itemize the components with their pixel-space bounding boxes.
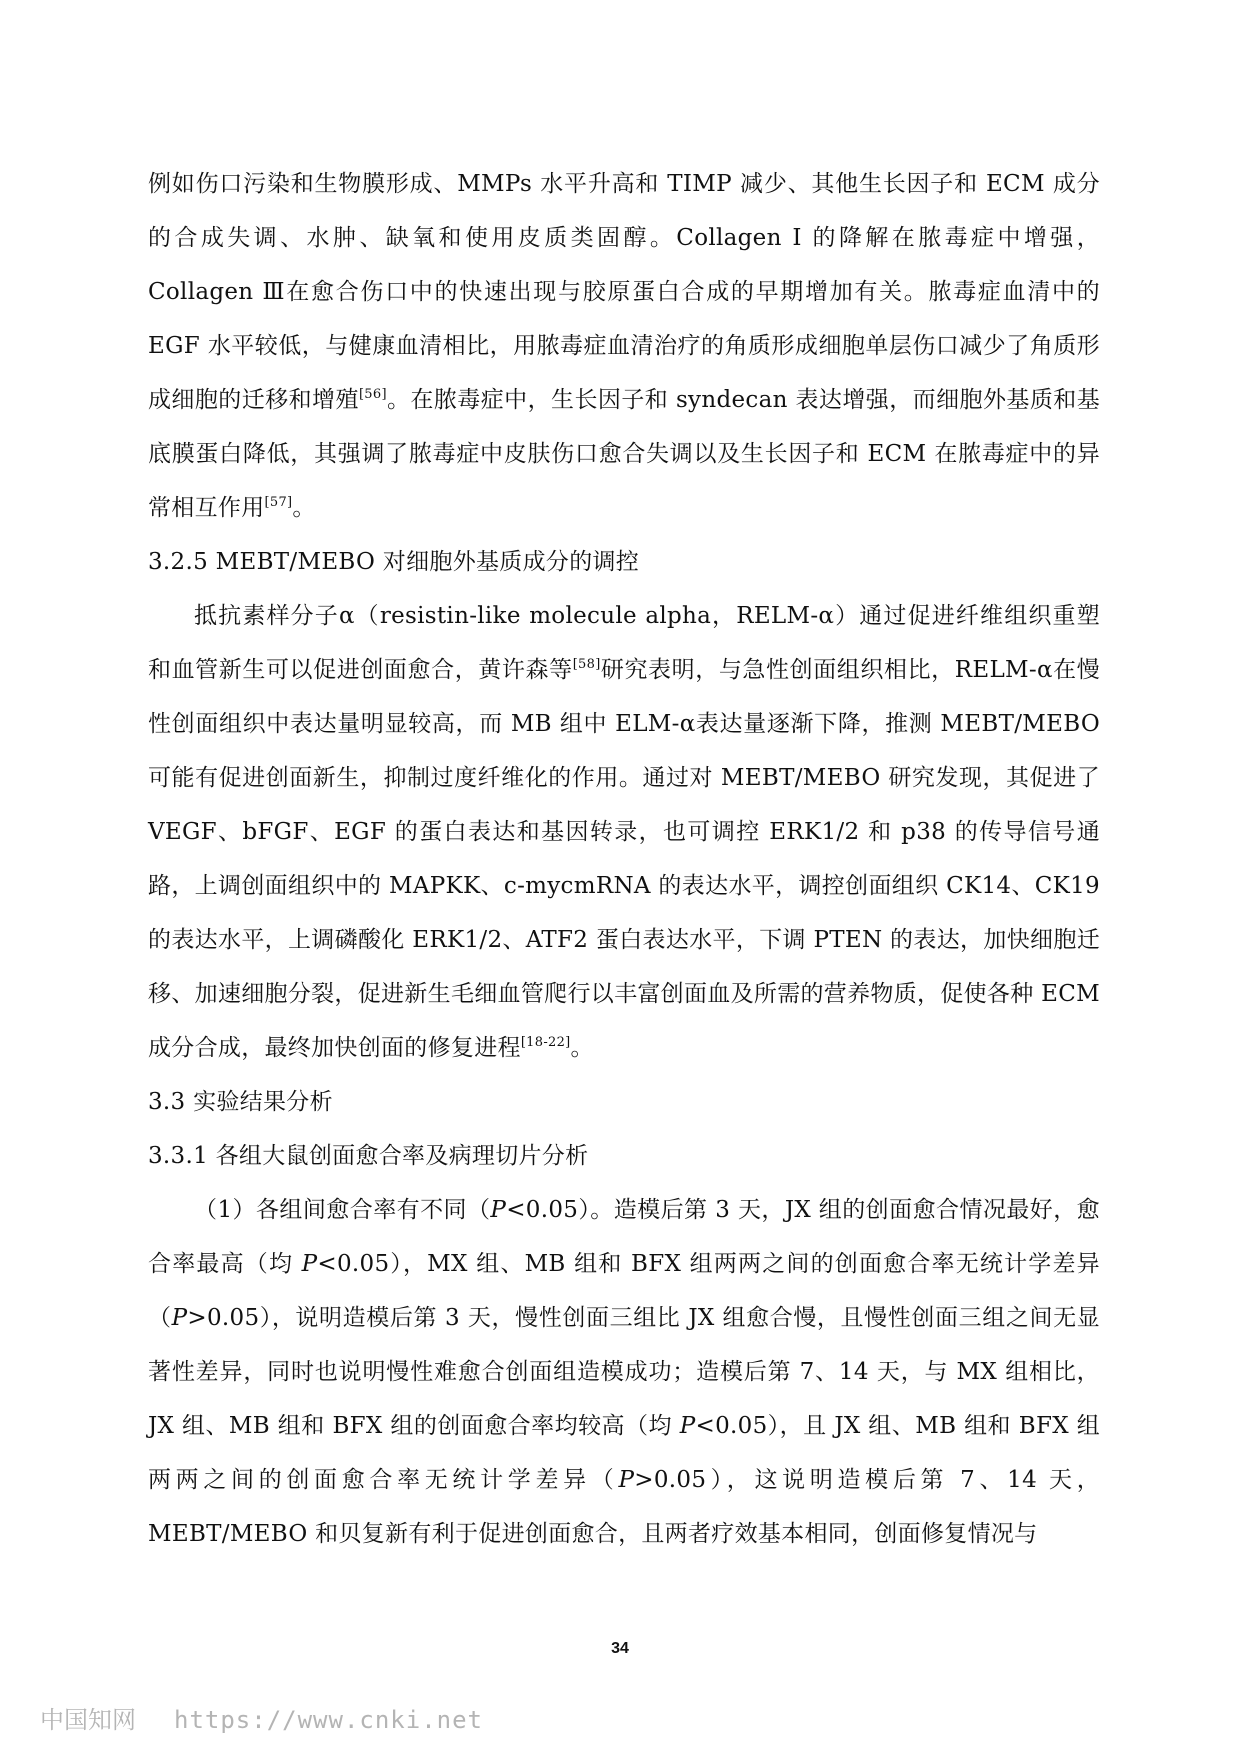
paragraph-text: 。 xyxy=(570,1035,594,1061)
p-value-symbol: P xyxy=(171,1305,188,1331)
paragraph-text: （1）各组间愈合率有不同（ xyxy=(194,1197,491,1223)
p-value-symbol: P xyxy=(618,1467,635,1493)
page-number: 34 xyxy=(611,1640,629,1657)
paragraph-relm-alpha xyxy=(148,589,1100,1075)
citation-ref: [57] xyxy=(264,495,293,510)
citation-ref: [56] xyxy=(358,387,387,402)
paragraph-text: >0.05），这说明造模后第 7、14 天，MEBT/MEBO 和贝复新有利于促进创面愈合，且两者疗效基本相同，创面修复情况与 xyxy=(148,1467,1100,1547)
paragraph-text: 抵抗素样分子α（resistin-like molecule alpha，RELM-α）通过促进纤维组织重塑和血管新生可以促进创面愈合，黄许森等 xyxy=(148,603,1100,683)
watermark xyxy=(40,1700,483,1735)
section-heading-3-3: 3.3 实验结果分析 xyxy=(148,1089,333,1115)
section-heading-3-3-1: 3.3.1 各组大鼠创面愈合率及病理切片分析 xyxy=(148,1143,589,1169)
paragraph-healing-rate xyxy=(148,1183,1100,1561)
paragraph-text: >0.05），说明造模后第 3 天，慢性创面三组比 JX 组愈合慢，且慢性创面三组之间无显著性差异，同时也说明慢性难愈合创面组造模成功；造模后第 7、14 天，与 MX 组相比，JX 组、MB 组和 BFX 组的创面愈合率均较高（均 xyxy=(148,1305,1100,1439)
p-value-symbol: P xyxy=(490,1197,507,1223)
paragraph-sepsis-wound-healing xyxy=(148,157,1100,535)
page-content xyxy=(148,157,1100,1561)
citation-ref: [18-22] xyxy=(520,1035,571,1050)
watermark-site-name: 中国知网 xyxy=(40,1706,136,1734)
paragraph-text: 。在脓毒症中，生长因子和 syndecan 表达增强，而细胞外基质和基底膜蛋白降低，其强调了脓毒症中皮肤伤口愈合失调以及生长因子和 ECM 在脓毒症中的异常相互作用 xyxy=(148,387,1100,521)
p-value-symbol: P xyxy=(301,1251,318,1277)
paragraph-text: 例如伤口污染和生物膜形成、MMPs 水平升高和 TIMP 减少、其他生长因子和 ECM 成分的合成失调、水肿、缺氧和使用皮质类固醇。Collagen I 的降解在脓毒症中增强，Collagen Ⅲ在愈合伤口中的快速出现与胶原蛋白合成的早期增加有关。脓毒症血清中的 EGF 水平较低，与健康血清相比，用脓毒症血清治疗的角质形成细胞单层伤口减少了角质形成细胞的迁移和增殖 xyxy=(148,171,1100,413)
paragraph-text: <0.05）。造模后第 3 天，JX 组的创面愈合情况最好，愈合率最高（均 xyxy=(148,1197,1100,1277)
watermark-url: https://www.cnki.net xyxy=(174,1706,483,1734)
paragraph-text: <0.05），MX 组、MB 组和 BFX 组两两之间的创面愈合率无统计学差异（ xyxy=(148,1251,1100,1331)
p-value-symbol: P xyxy=(679,1413,696,1439)
paragraph-text: 研究表明，与急性创面组织相比，RELM-α在慢性创面组织中表达量明显较高，而 MB 组中 ELM-α表达量逐渐下降，推测 MEBT/MEBO 可能有促进创面新生，抑制过度纤维化的作用。通过对 MEBT/MEBO 研究发现，其促进了 VEGF、bFGF、EGF 的蛋白表达和基因转录，也可调控 ERK1/2 和 p38 的传导信号通路，上调创面组织中的 MAPKK、c-mycmRNA 的表达水平，调控创面组织 CK14、CK19 的表达水平，上调磷酸化 ERK1/2、ATF2 蛋白表达水平，下调 PTEN 的表达，加快细胞迁移、加速细胞分裂，促进新生毛细血管爬行以丰富创面血及所需的营养物质，促使各种 ECM 成分合成，最终加快创面的修复进程 xyxy=(148,657,1100,1061)
citation-ref: [58] xyxy=(572,657,601,672)
section-heading-3-2-5: 3.2.5 MEBT/MEBO 对细胞外基质成分的调控 xyxy=(148,549,640,575)
paragraph-text: 。 xyxy=(292,495,316,521)
paragraph-text: <0.05），且 JX 组、MB 组和 BFX 组两两之间的创面愈合率无统计学差异（ xyxy=(148,1413,1100,1493)
